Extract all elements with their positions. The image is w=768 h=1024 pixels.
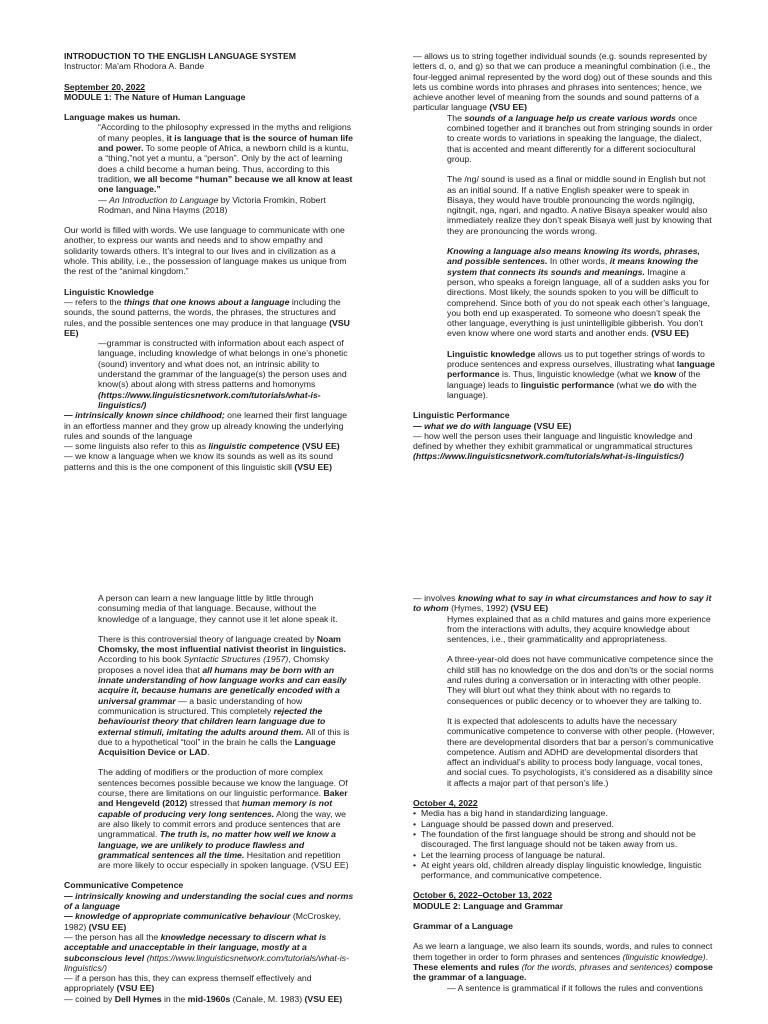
sounds-of-language-paragraph: The sounds of a language help us create various words once combined together and it branches out from stringing sounds in order to create words to variations in speaking the language, the dialect, that is accented and meant differently for a different sociocultural group.	[447, 112, 713, 164]
page1-right-column	[413, 51, 715, 462]
grammar-paragraph: As we learn a language, we also learn its sounds, words, and rules to connect them together in order to form phrases and sentences (linguistic knowledge). These elements and rules (for the words, phrases and sentences) compose the grammar of a language.	[413, 941, 713, 983]
language-makes-us-human-heading: Language makes us human.	[64, 112, 181, 123]
three-year-old-paragraph: A three-year-old does not have communicative competence since the child still has no knowledge on the dos and don’ts or the social norms and rules during a conversation or in interacting with other people. They will blurt out what they think about with no regards to consequences or public decency or to whoever they are talking to.	[447, 654, 714, 706]
module-1-heading: MODULE 1: The Nature of Human Language	[64, 91, 246, 102]
list-item: • At eight years old, children already display linguistic knowledge, linguistic performance, and communicative competence.	[413, 860, 715, 881]
lp-definition: — what we do with language (VSU EE)	[413, 420, 572, 431]
document-title: INTRODUCTION TO THE ENGLISH LANGUAGE SYSTEM	[64, 51, 296, 61]
cc-definition: — intrinsically knowing and understanding the social cues and norms of a language	[64, 890, 354, 912]
oct-4-bullet-list	[413, 808, 715, 880]
involves-note: — involves knowing what to say in what circumstances and how to say it to whom (Hymes, 1992) (VSU EE)	[413, 593, 712, 614]
date-sept-20: September 20, 2022	[64, 81, 146, 92]
quote-citation: — An Introduction to Language by Victoria Fromkin, Robert Rodman, and Nina Hayms (2018)	[98, 194, 326, 215]
list-item: • The foundation of the first language should be strong and should not be discouraged. The first language should not be taken away from us.	[413, 829, 715, 850]
linguistic-knowledge-heading: Linguistic Knowledge	[64, 286, 154, 297]
fromkin-quote: “According to the philosophy expressed in the myths and religions of many peoples, it is language that is the source of human life and power. To some people of Africa, a newborn child is a kuntu, a “thing,”not yet a muntu, a “person”. Only by the act of learning does a child become a human being. Thus, according to this tradition, we all become “human” because we all know at least one language.”	[98, 122, 353, 195]
page2-left-column	[64, 593, 354, 1004]
lk-competence-note: — some linguists also refer to this as linguistic competence (VSU EE)	[64, 441, 340, 452]
list-item: • Media has a big hand in standardizing language.	[413, 808, 715, 818]
instructor-line: Instructor: Ma'am Rhodora A. Bande	[64, 61, 205, 72]
world-filled-with-words-paragraph: Our world is filled with words. We use language to communicate with one another, to express our wants and needs and to show empathy and solidarity towards others. It’s integral to our lives and in civilization as a whole. This ability, i.e., the possession of language makes us unique from the rest of the “animal kingdom.”	[64, 225, 347, 277]
cc-hymes-note: — coined by Dell Hymes in the mid-1960s (Canale, M. 1983) (VSU EE)	[64, 993, 343, 1004]
page1-left-column	[64, 51, 354, 472]
list-item: • Language should be passed down and preserved.	[413, 819, 715, 829]
knowing-a-language-paragraph: Knowing a language also means knowing its words, phrases, and possible sentences. In other words, it means knowing the system that connects its sounds and meanings. Imagine a person, who speaks a foreign language, all of a sudden asks you for directions. Most likely, the sounds spoken to you will be difficult to comprehend. Since both of you do not speak each other’s language, you both end up exasperated. To someone who doesn’t speak the other language, everything is just unintelligible gibberish. You don’t even know where one word starts and another ends. (VSU EE)	[447, 246, 710, 339]
date-oct-6-13: October 6, 2022–October 13, 2022	[413, 890, 553, 901]
list-item: • Let the learning process of language be natural.	[413, 850, 715, 860]
linguistic-knowledge-paragraph: Linguistic knowledge allows us to put together strings of words to produce sentences and express ourselves, illustrating what language performance is. Thus, linguistic knowledge (what we know of the language) leads to linguistic performance (what we do with the language).	[447, 348, 716, 400]
module-2-heading: MODULE 2: Language and Grammar	[413, 900, 564, 911]
cc-express-note: — if a person has this, they can express themself effectively and appropriately (VSU EE)	[64, 973, 312, 994]
cc-mccroskey-note: — knowledge of appropriate communicative behaviour (McCroskey, 1982) (VSU EE)	[64, 911, 341, 932]
lk-grammar-note: —grammar is constructed with information about each aspect of language, including knowledge of what belongs in one’s phonetic (sound) inventory and what does not, an intrinsic ability to understand the grammar of the language(s) the person uses and know(s) about along with stress patterns and homonyms (https://www.linguisticsnetwork.com/tutorials/what-is-linguistics/)	[98, 338, 348, 410]
allows-us-paragraph: — allows us to string together individual sounds (e.g. sounds represented by letters d, o, and g) so that we can produce a meaningful combination (i.e., the four-legged animal represented by the word dog) out of these sounds and this lets us combine words into phrases and phrases into sentences; hence, we achieve another level of meaning from the sounds and sound patterns of a particular language (VSU EE)	[413, 51, 712, 113]
cc-knowledge-note: — the person has all the knowledge necessary to discern what is acceptable and unacceptable in their language, mostly at a subconscious level (https://www.linguisticsnetwork.com/tutorials/what-is-linguistics/)	[64, 931, 349, 973]
communicative-competence-heading: Communicative Competence	[64, 880, 184, 891]
grammatical-sentence-note: — A sentence is grammatical if it follows the rules and conventions	[447, 982, 703, 993]
hymes-explained-paragraph: Hymes explained that as a child matures and gains more experience from the interactions with adults, they acquire knowledge about sentences, i.e., their grammaticality and appropriateness.	[447, 613, 711, 645]
chomsky-paragraph: There is this controversial theory of language created by Noam Chomsky, the most influential nativist theorist in linguistics. According to his book Syntactic Structures (1957), Chomsky proposes a novel idea that all humans may be born with an innate understanding of how language works and can easily acquire it, because humans are genetically encoded with a universal grammar — a basic understanding of how communication is structured. This completely rejected the behaviourist theory that children learn language due to external stimuli, imitating the adults around them. All of this is due to a hypothetical “tool” in the brain he calls the Language Acquisition Device or LAD.	[98, 633, 350, 758]
modifiers-paragraph: The adding of modifiers or the production of more complex sentences becomes possible because we know the language. Of course, there are limitations on our linguistic performance. Baker and Hengeveld (2012) stressed that human memory is not capable of producing very long sentences. Along the way, we are also likely to commit errors and produce sentences that are ungrammatical. The truth is, no matter how well we know a language, we are unlikely to produce flawless and grammatical sentences all the time. Hesitation and repetition are more likely to occur especially in spoken language. (VSU EE)	[98, 767, 349, 871]
date-oct-4: October 4, 2022	[413, 798, 478, 809]
grammar-of-a-language-heading: Grammar of a Language	[413, 921, 513, 932]
lk-sounds-note: — we know a language when we know its sounds as well as its sound patterns and this is the one component of this linguistic skill (VSU EE)	[64, 451, 333, 472]
page2-right-column	[413, 593, 715, 993]
adolescents-paragraph: It is expected that adolescents to adults have the necessary communicative competence to converse with other people. (However, there are developmental disorders that bar a person’s communicative competence. Autism and ADHD are developmental disorders that affect an individual’s ability to process body language, vocal tones, and social cues. To psychologists, it’s considered as a disability since it affects a major part of that person’s life.)	[447, 715, 715, 788]
lk-definition: — refers to the things that one knows about a language including the sounds, the sound patterns, the words, the phrases, the structures and rules, and the possible sentences one may produce in that language (VSU EE)	[64, 296, 350, 338]
lk-intrinsic-note: — intrinsically known since childhood; one learned their first language in an effortless manner and they grow up already knowing the underlying rules and sounds of the language	[64, 410, 347, 441]
learn-new-language-paragraph: A person can learn a new language little by little through consuming media of that language. Because, without the knowledge of a language, they cannot use it let alone speak it.	[98, 593, 338, 624]
lp-how-well-note: — how well the person uses their language and linguistic knowledge and defined by whether they exhibit grammatical or ungrammatical structures (https://www.linguisticsnetwork.com/tutorials/what-is-linguistics/)	[413, 430, 693, 462]
ng-sound-paragraph: The /ng/ sound is used as a final or middle sound in English but not as an initial sound. If a native English speaker were to speak in Bisaya, they would have trouble pronouncing the words ngilngig, ngitngit, nga, ngari, and ngadto. A native Bisaya speaker would also immediately realize they don’t speak Bisaya well just by knowing that they are pronouncing the words wrong.	[447, 174, 712, 236]
linguistic-performance-heading: Linguistic Performance	[413, 410, 510, 421]
